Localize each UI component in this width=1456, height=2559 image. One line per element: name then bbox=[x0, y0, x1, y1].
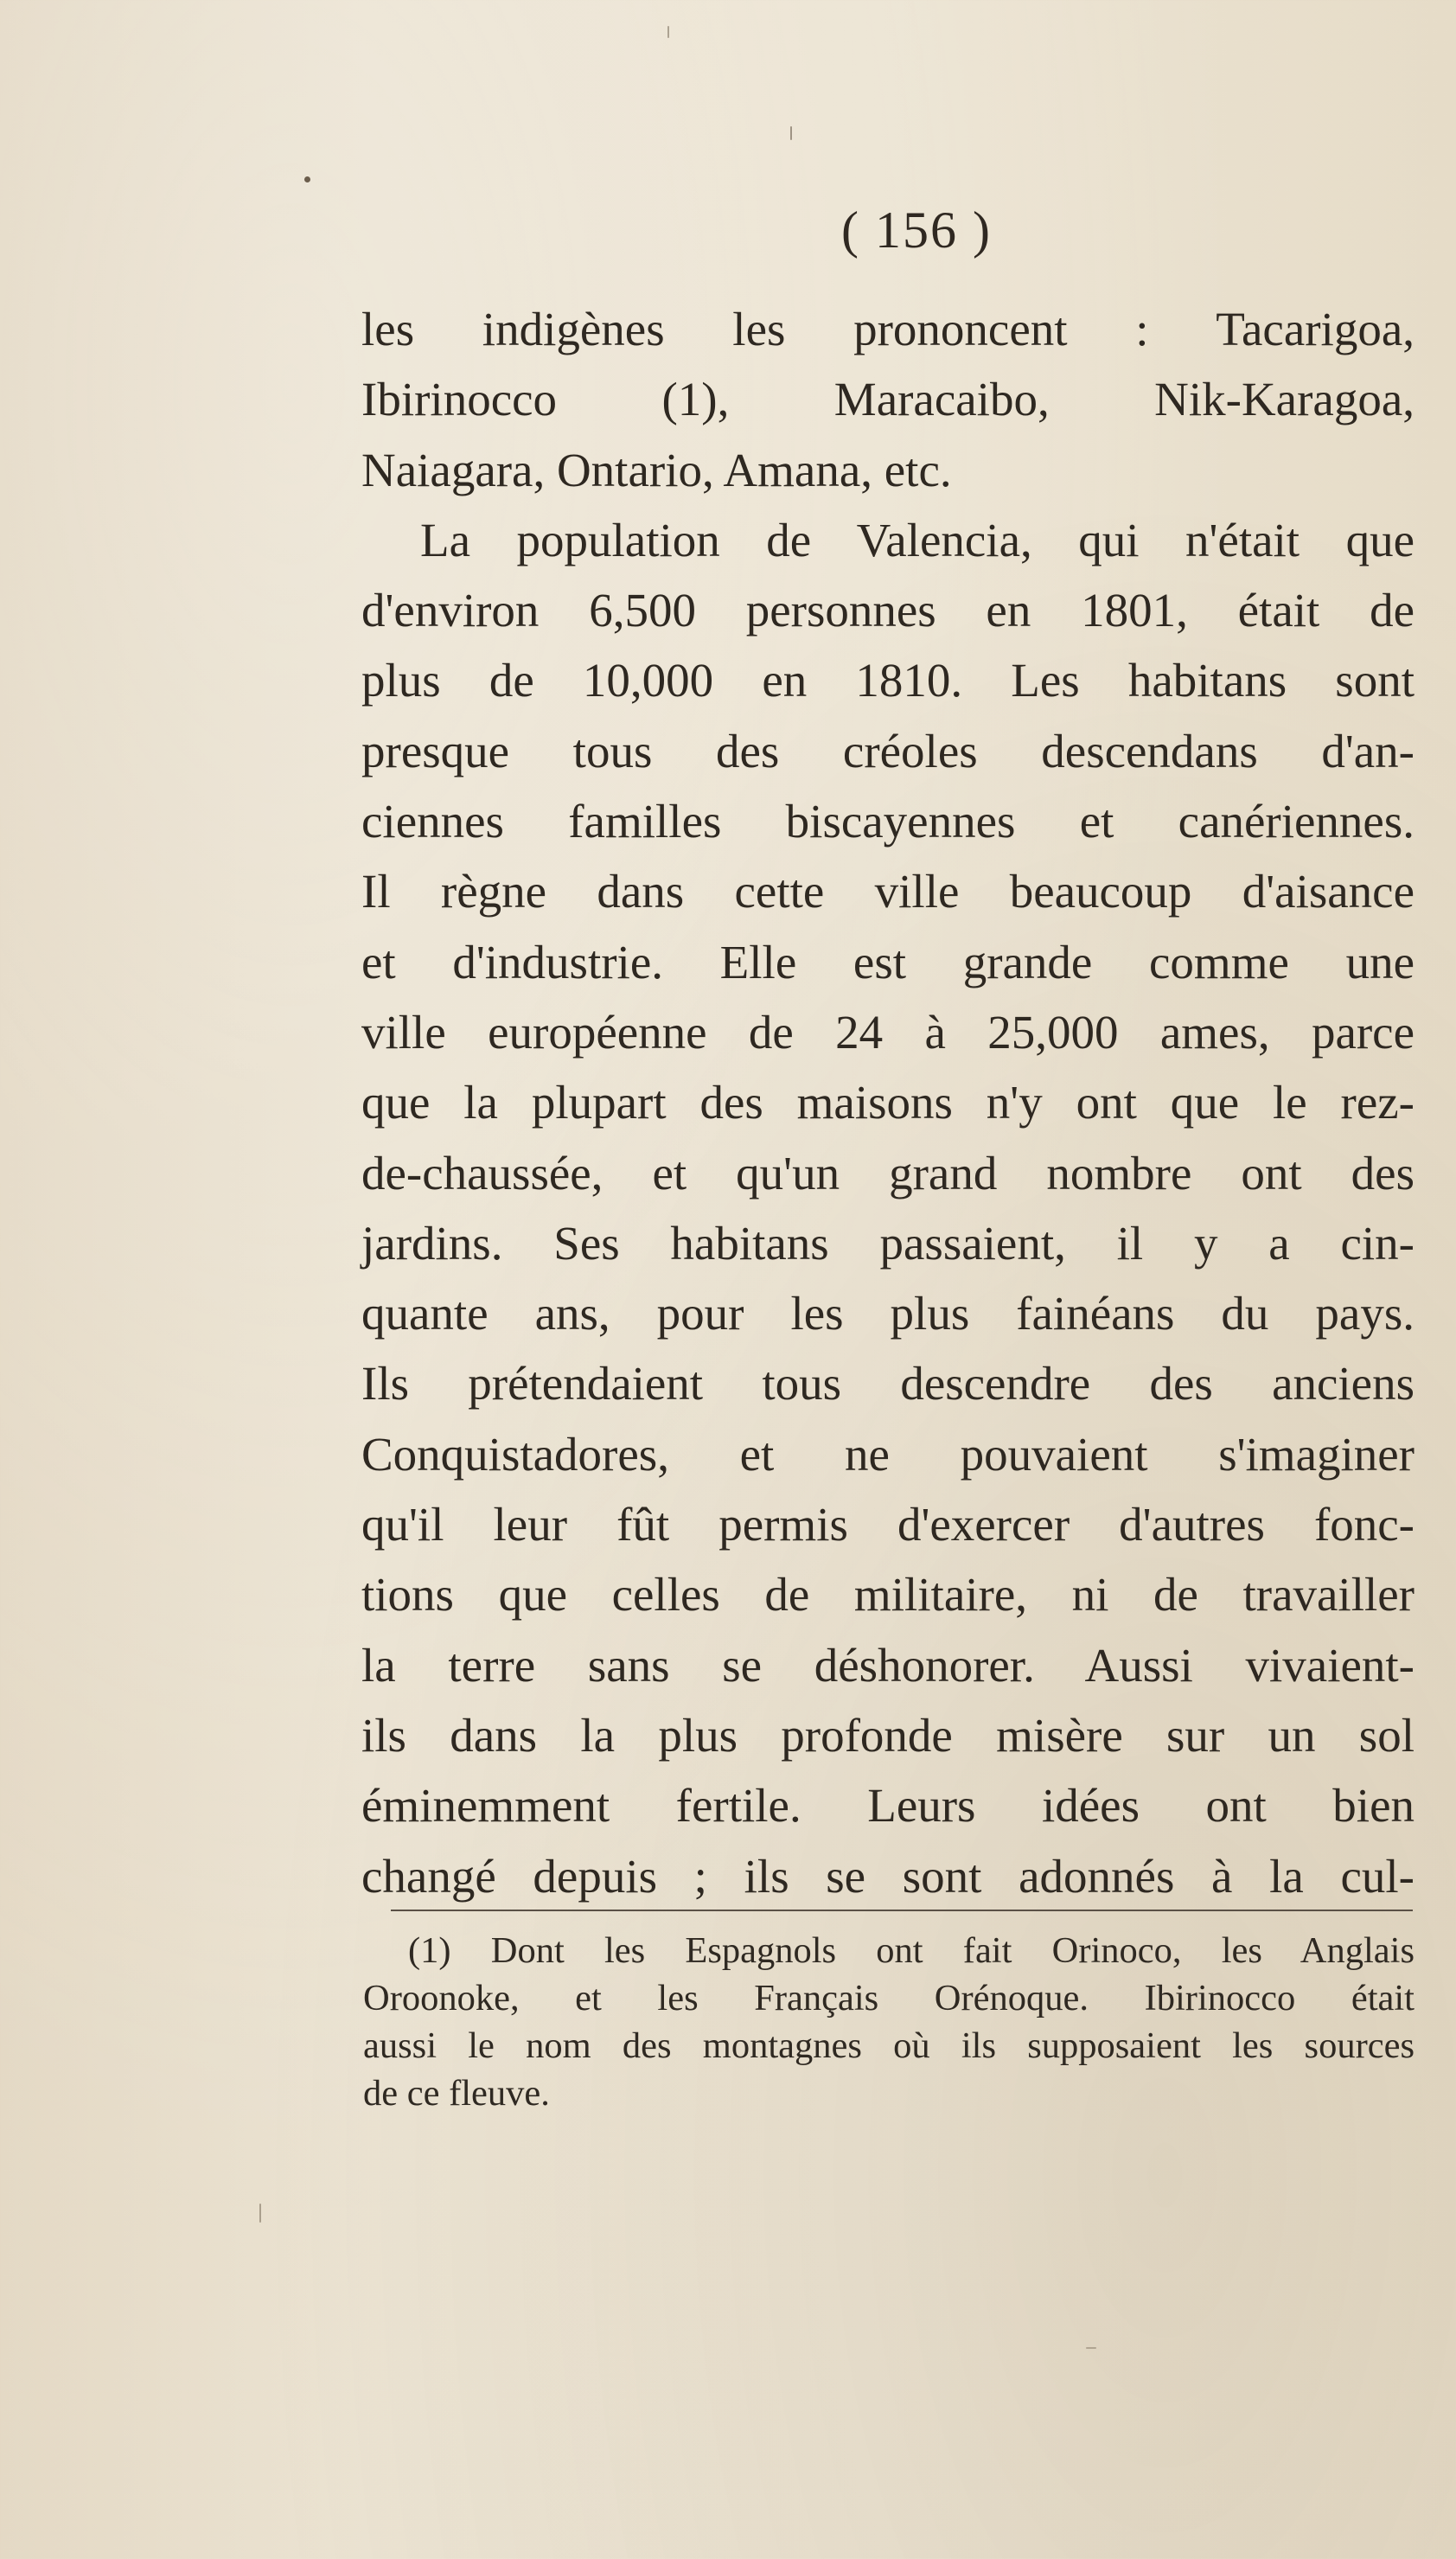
paper-speck bbox=[1086, 2347, 1096, 2349]
paper-speck bbox=[304, 176, 310, 182]
body-line: tions que celles de militaire, ni de travailler bbox=[361, 1568, 1414, 1622]
body-line: quante ans, pour les plus fainéans du pays. bbox=[361, 1287, 1414, 1340]
footnote-line: (1) Dont les Espagnols ont fait Orinoco, les Anglais bbox=[408, 1930, 1414, 1971]
body-line: Naiagara, Ontario, Amana, etc. bbox=[361, 443, 952, 496]
paper-speck bbox=[259, 2204, 261, 2223]
footnote-line: Oroonoke, et les Français Orénoque. Ibirinocco était bbox=[363, 1978, 1414, 2018]
body-line: que la plupart des maisons n'y ont que le rez- bbox=[361, 1076, 1414, 1129]
body-line: jardins. Ses habitans passaient, il y a cin- bbox=[361, 1216, 1414, 1270]
body-line: de-chaussée, et qu'un grand nombre ont des bbox=[361, 1146, 1414, 1200]
page-number: ( 156 ) bbox=[841, 202, 992, 259]
body-line: presque tous des créoles descendans d'an- bbox=[361, 724, 1414, 777]
body-text bbox=[361, 294, 1414, 1911]
body-line: Ibirinocco (1), Maracaibo, Nik-Karagoa, bbox=[361, 373, 1414, 426]
body-line: ils dans la plus profonde misère sur un sol bbox=[361, 1708, 1414, 1762]
footnote bbox=[363, 1927, 1414, 2117]
body-line: la terre sans se déshonorer. Aussi vivaient- bbox=[361, 1638, 1414, 1692]
footnote-rule bbox=[391, 1910, 1413, 1911]
body-line: La population de Valencia, qui n'était que bbox=[420, 513, 1414, 566]
body-line: Conquistadores, et ne pouvaient s'imaginer bbox=[361, 1427, 1414, 1481]
body-line: d'environ 6,500 personnes en 1801, était de bbox=[361, 584, 1414, 637]
body-line: Il règne dans cette ville beaucoup d'aisance bbox=[361, 865, 1414, 918]
paper-speck bbox=[667, 26, 669, 38]
footnote-line: de ce fleuve. bbox=[363, 2073, 550, 2114]
body-line: changé depuis ; ils se sont adonnés à la cul- bbox=[361, 1849, 1414, 1903]
body-line: éminemment fertile. Leurs idées ont bien bbox=[361, 1779, 1414, 1833]
body-line: ciennes familles biscayennes et canériennes. bbox=[361, 795, 1414, 848]
body-line: plus de 10,000 en 1810. Les habitans sont bbox=[361, 654, 1414, 707]
body-line: ville européenne de 24 à 25,000 ames, parce bbox=[361, 1005, 1414, 1059]
body-line: qu'il leur fût permis d'exercer d'autres fonc- bbox=[361, 1498, 1414, 1551]
body-line: et d'industrie. Elle est grande comme une bbox=[361, 935, 1414, 988]
body-line: Ils prétendaient tous descendre des anciens bbox=[361, 1357, 1414, 1411]
footnote-line: aussi le nom des montagnes où ils supposaient les sources bbox=[363, 2025, 1414, 2066]
body-line: les indigènes les prononcent : Tacarigoa, bbox=[361, 303, 1414, 355]
paper-speck bbox=[790, 126, 792, 140]
